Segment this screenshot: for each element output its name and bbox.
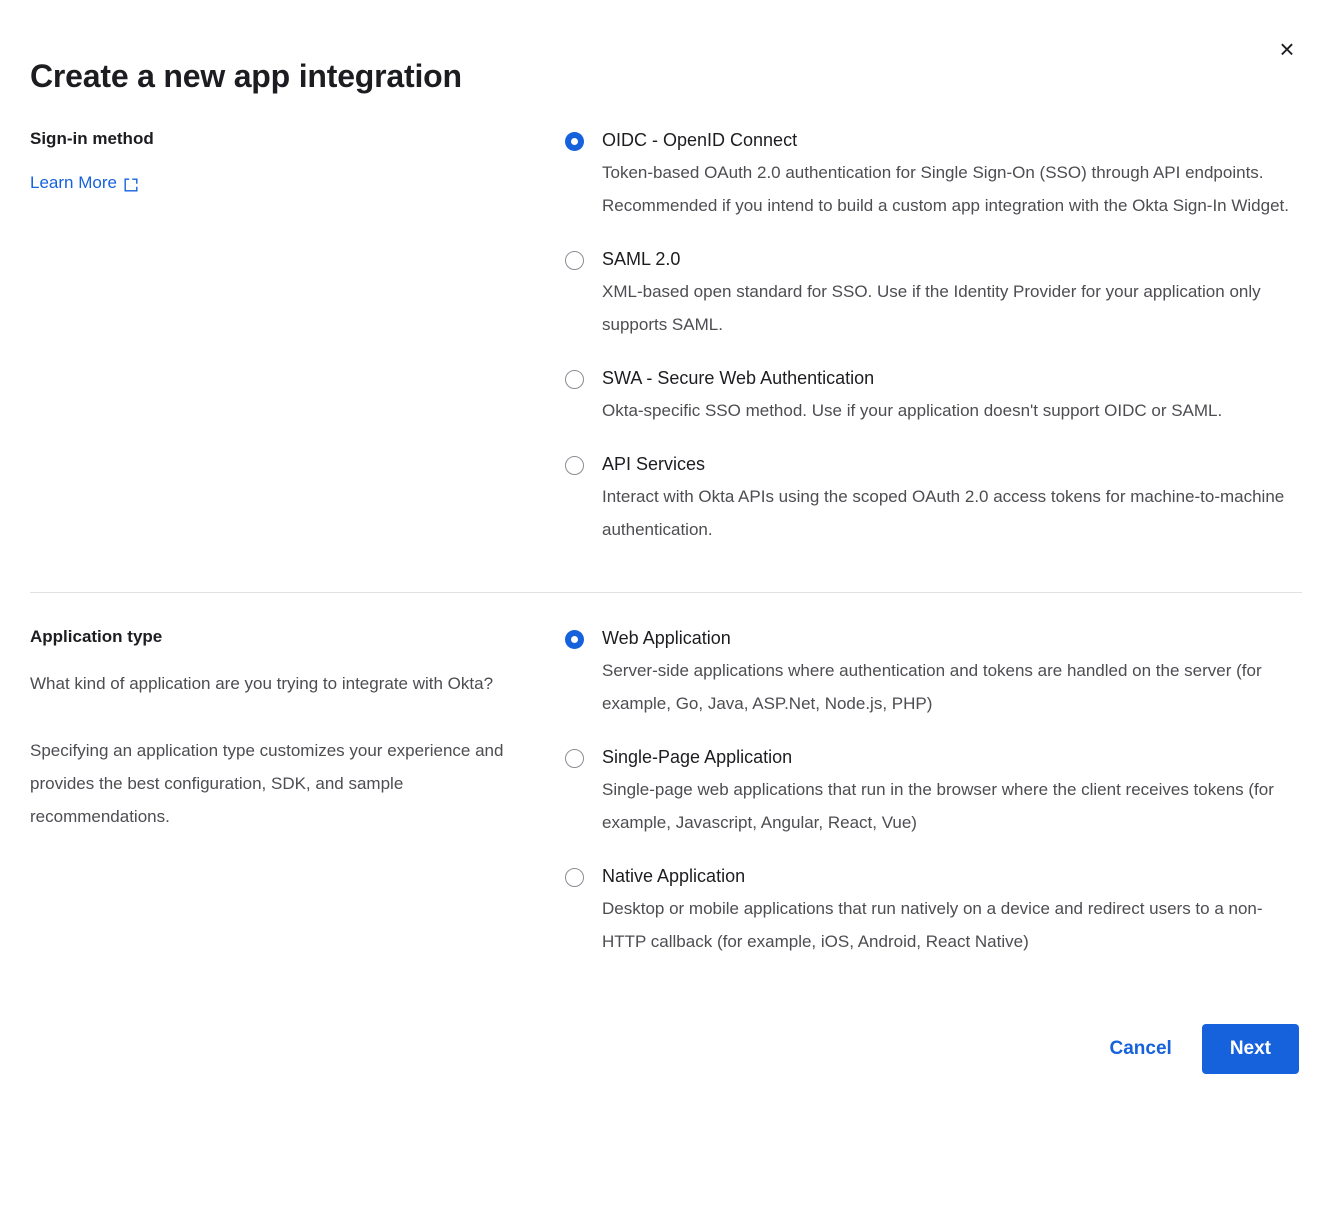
radio-title: Web Application bbox=[602, 628, 731, 648]
radio-text bbox=[602, 127, 1302, 222]
radio-title: OIDC - OpenID Connect bbox=[602, 130, 798, 150]
radio-text bbox=[602, 863, 1302, 958]
radio-icon[interactable] bbox=[565, 868, 584, 887]
radio-description: Desktop or mobile applications that run natively on a device and redirect users to a non-HTTP callback (for example, iOS, Android, React Native) bbox=[602, 899, 1263, 951]
radio-text bbox=[602, 246, 1302, 341]
radio-option-native-application[interactable] bbox=[565, 863, 1302, 958]
radio-option-web-application[interactable] bbox=[565, 625, 1302, 720]
radio-description: Server-side applications where authentication and tokens are handled on the server (for example, Go, Java, ASP.Net, Node.js, PHP) bbox=[602, 661, 1262, 713]
sign-in-method-label: Sign-in method bbox=[30, 129, 154, 148]
radio-icon[interactable] bbox=[565, 630, 584, 649]
close-icon[interactable]: × bbox=[1272, 34, 1302, 64]
radio-option-single-page-application[interactable] bbox=[565, 744, 1302, 839]
radio-text bbox=[602, 744, 1302, 839]
radio-title: SAML 2.0 bbox=[602, 249, 681, 269]
radio-icon[interactable] bbox=[565, 251, 584, 270]
radio-option-swa[interactable] bbox=[565, 365, 1302, 427]
learn-more-label: Learn More bbox=[30, 173, 117, 192]
radio-option-api-services[interactable] bbox=[565, 451, 1302, 546]
external-link-icon bbox=[124, 177, 138, 191]
radio-title: API Services bbox=[602, 454, 706, 474]
radio-text bbox=[602, 625, 1302, 720]
radio-icon[interactable] bbox=[565, 456, 584, 475]
learn-more-link[interactable] bbox=[30, 173, 138, 193]
radio-description: XML-based open standard for SSO. Use if the Identity Provider for your application only supports SAML. bbox=[602, 282, 1261, 334]
application-type-options bbox=[555, 625, 1302, 958]
sign-in-method-section bbox=[30, 95, 1302, 546]
sign-in-method-left bbox=[30, 127, 555, 193]
radio-icon[interactable] bbox=[565, 749, 584, 768]
radio-title: Single-Page Application bbox=[602, 747, 793, 767]
radio-icon[interactable] bbox=[565, 370, 584, 389]
radio-text bbox=[602, 451, 1302, 546]
sign-in-method-radio-group bbox=[565, 127, 1302, 546]
application-type-radio-group bbox=[565, 625, 1302, 958]
radio-title: SWA - Secure Web Authentication bbox=[602, 368, 875, 388]
radio-description: Single-page web applications that run in the browser where the client receives tokens (for example, Javascript, Angular, React, Vue) bbox=[602, 780, 1274, 832]
application-type-left bbox=[30, 625, 555, 833]
radio-option-saml[interactable] bbox=[565, 246, 1302, 341]
radio-icon[interactable] bbox=[565, 132, 584, 151]
application-type-helper-2: Specifying an application type customizes your experience and provides the best configuration, SDK, and sample recommendations. bbox=[30, 741, 504, 826]
application-type-helper-1: What kind of application are you trying to integrate with Okta? bbox=[30, 674, 494, 693]
next-button[interactable]: Next bbox=[1202, 1024, 1299, 1074]
sign-in-method-options bbox=[555, 127, 1302, 546]
radio-option-oidc[interactable] bbox=[565, 127, 1302, 222]
radio-title: Native Application bbox=[602, 866, 746, 886]
radio-text bbox=[602, 365, 1302, 427]
radio-description: Token-based OAuth 2.0 authentication for Single Sign-On (SSO) through API endpoints. Recommended if you intend to build a custom app integration with the Okta Sign-In Widget. bbox=[602, 163, 1289, 215]
dialog-footer bbox=[30, 958, 1302, 1074]
cancel-button[interactable]: Cancel bbox=[1106, 1030, 1176, 1068]
radio-description: Interact with Okta APIs using the scoped OAuth 2.0 access tokens for machine-to-machine authentication. bbox=[602, 487, 1285, 539]
application-type-section bbox=[30, 593, 1302, 958]
radio-description: Okta-specific SSO method. Use if your application doesn't support OIDC or SAML. bbox=[602, 401, 1223, 420]
page-title: Create a new app integration bbox=[30, 58, 462, 94]
application-type-label: Application type bbox=[30, 627, 163, 646]
